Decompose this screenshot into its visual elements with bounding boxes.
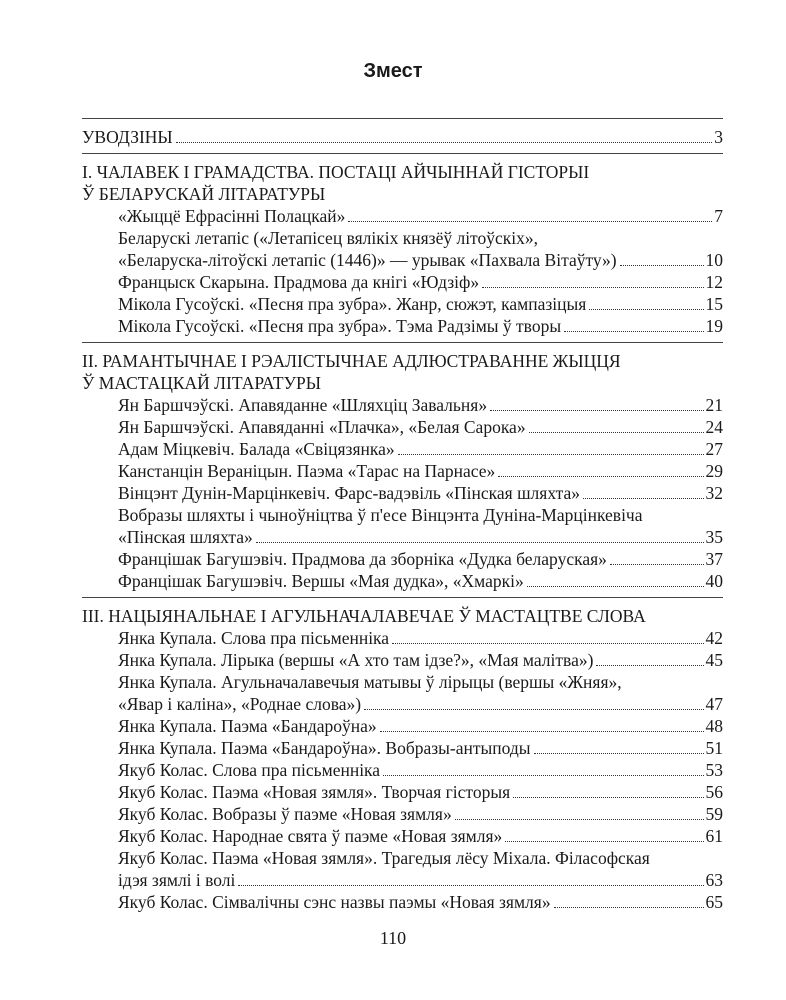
dot-leader <box>256 542 704 543</box>
toc-entry-title: Мікола Гусоўскі. «Песня пра зубра». Жанр, сюжэт, кампазіцыя <box>118 294 587 314</box>
toc-entry-page: 56 <box>705 782 723 802</box>
page-number: 110 <box>379 928 407 948</box>
toc-entry-page: 32 <box>705 483 723 503</box>
toc-entry-page: 51 <box>705 738 723 758</box>
toc-entry-page: 29 <box>705 461 723 481</box>
toc-entry-line <box>118 293 723 315</box>
toc-entry-line <box>118 271 723 293</box>
toc-entry-title: «Беларуска-літоўскі летапіс (1446)» — урывак «Пахвала Вітаўту») <box>118 250 617 270</box>
dot-leader <box>554 907 704 908</box>
dot-leader <box>564 331 703 332</box>
dot-leader <box>364 709 703 710</box>
dot-leader <box>505 841 703 842</box>
toc-entry-title: «Явар і каліна», «Роднае слова») <box>118 694 362 714</box>
toc-entry-line <box>118 671 723 693</box>
toc-entry-title: Янка Купала. Агульначалавечыя матывы ў лірыцы (вершы «Жняя», <box>118 672 622 692</box>
toc-entry-page: 10 <box>705 250 723 270</box>
toc-entry-title: Янка Купала. Лірыка (вершы «А хто там ідзе?», «Мая малітва») <box>118 650 594 670</box>
toc-entry[interactable] <box>82 570 723 592</box>
toc-entry-title: Мікола Гусоўскі. «Песня пра зубра». Тэма Радзімы ў творы <box>118 316 562 336</box>
toc-entry-line <box>118 649 723 671</box>
toc-entry[interactable] <box>82 460 723 482</box>
toc-entry-page: 42 <box>705 628 723 648</box>
toc-entry-line <box>118 482 723 504</box>
toc-entry[interactable] <box>82 504 723 548</box>
toc-entry-line <box>118 570 723 592</box>
toc-entry[interactable] <box>82 205 723 227</box>
toc-entry-page: 63 <box>705 870 723 890</box>
toc-entry-page: 3 <box>714 127 723 147</box>
toc-entry[interactable] <box>82 315 723 337</box>
dot-leader <box>176 142 713 143</box>
toc-entry-line <box>118 205 723 227</box>
toc-entry-page: 37 <box>705 549 723 569</box>
toc-entry-title: Янка Купала. Паэма «Бандароўна» <box>118 716 377 736</box>
table-of-contents <box>82 113 723 913</box>
toc-entry-title: Якуб Колас. Слова пра пісьменніка <box>118 760 381 780</box>
toc-entry-title: Ян Баршчэўскі. Апавяданні «Плачка», «Белая Сарока» <box>118 417 526 437</box>
section-heading-line: Ў МАСТАЦКАЙ ЛІТАРАТУРЫ <box>82 373 322 393</box>
toc-entry-line <box>118 693 723 715</box>
toc-entry-line <box>118 526 723 548</box>
dot-leader <box>610 564 704 565</box>
section-heading-line: II. РАМАНТЫЧНАЕ І РЭАЛІСТЫЧНАЕ АДЛЮСТРАВАННЕ ЖЫЦЦЯ <box>82 351 621 371</box>
toc-entry-title: Вобразы шляхты і чыноўніцтва ў п'есе Вінцэнта Дуніна-Марцінкевіча <box>118 505 643 525</box>
toc-entry-title: Якуб Колас. Народнае свята ў паэме «Новая зямля» <box>118 826 503 846</box>
toc-entry-page: 21 <box>705 395 723 415</box>
toc-entry-page: 19 <box>705 316 723 336</box>
toc-entry[interactable] <box>82 759 723 781</box>
divider <box>82 118 723 119</box>
toc-entry-title: Якуб Колас. Паэма «Новая зямля». Творчая гісторыя <box>118 782 511 802</box>
toc-entry[interactable] <box>82 438 723 460</box>
dot-leader <box>589 309 703 310</box>
toc-entry-title: Якуб Колас. Сімвалічны сэнс назвы паэмы «Новая зямля» <box>118 892 551 912</box>
toc-entry[interactable] <box>82 293 723 315</box>
toc-entry-page: 59 <box>705 804 723 824</box>
toc-entry-line <box>118 891 723 913</box>
toc-entry[interactable] <box>82 891 723 913</box>
toc-entry-title: Беларускі летапіс («Летапісец вялікіх князёў літоўскіх», <box>118 228 538 248</box>
toc-entry-page: 15 <box>705 294 723 314</box>
section-heading-line: III. НАЦЫЯНАЛЬНАЕ І АГУЛЬНАЧАЛАВЕЧАЕ Ў МАСТАЦТВЕ СЛОВА <box>82 606 646 626</box>
toc-entry-line <box>118 416 723 438</box>
toc-entry-page: 27 <box>705 439 723 459</box>
toc-entry[interactable] <box>82 803 723 825</box>
section-heading-line: I. ЧАЛАВЕК І ГРАМАДСТВА. ПОСТАЦІ АЙЧЫННАЙ ГІСТОРЫІ <box>82 162 590 182</box>
toc-entry-page: 48 <box>705 716 723 736</box>
toc-entry-line <box>118 715 723 737</box>
toc-entry-line <box>118 803 723 825</box>
toc-entry[interactable] <box>82 825 723 847</box>
toc-entry[interactable] <box>82 649 723 671</box>
toc-entry-title: «Жыццё Ефрасінні Полацкай» <box>118 206 346 226</box>
toc-entry-page: 45 <box>705 650 723 670</box>
toc-entry-page: 53 <box>705 760 723 780</box>
toc-entry-title: УВОДЗІНЫ <box>82 127 173 147</box>
toc-entry-line <box>118 394 723 416</box>
toc-entry-page: 47 <box>705 694 723 714</box>
dot-leader <box>596 665 703 666</box>
dot-leader <box>534 753 704 754</box>
toc-entry-line <box>118 504 723 526</box>
toc-entry-title: «Пінская шляхта» <box>118 527 253 547</box>
toc-entry-line <box>118 460 723 482</box>
toc-entry-title: Адам Міцкевіч. Балада «Свіцязянка» <box>118 439 395 459</box>
dot-leader <box>529 432 704 433</box>
dot-leader <box>490 410 703 411</box>
divider <box>82 342 723 343</box>
toc-entry-line <box>118 737 723 759</box>
dot-leader <box>513 797 703 798</box>
dot-leader <box>380 731 704 732</box>
dot-leader <box>348 221 712 222</box>
toc-entry-title: Янка Купала. Слова пра пісьменніка <box>118 628 390 648</box>
divider <box>82 597 723 598</box>
page-title: Змест <box>363 60 423 82</box>
toc-entry-line <box>118 847 723 869</box>
toc-entry-title: Францыск Скарына. Прадмова да кнігі «Юдзіф» <box>118 272 480 292</box>
toc-entry-line <box>118 227 723 249</box>
toc-entry-line <box>118 627 723 649</box>
toc-entry[interactable] <box>82 271 723 293</box>
toc-entry[interactable] <box>82 715 723 737</box>
dot-leader <box>620 265 704 266</box>
toc-entry-title: Вінцэнт Дунін-Марцінкевіч. Фарс-вадэвіль «Пінская шляхта» <box>118 483 581 503</box>
toc-entry[interactable] <box>82 416 723 438</box>
toc-entry[interactable] <box>82 847 723 891</box>
toc-entry-title: Францішак Багушэвіч. Вершы «Мая дудка», «Хмаркі» <box>118 571 524 591</box>
dot-leader <box>498 476 703 477</box>
toc-entry-line <box>118 548 723 570</box>
dot-leader <box>455 819 704 820</box>
toc-entry[interactable] <box>82 737 723 759</box>
toc-entry[interactable] <box>82 627 723 649</box>
section-heading <box>82 350 723 394</box>
toc-entry-page: 40 <box>705 571 723 591</box>
toc-entry-title: Якуб Колас. Вобразы ў паэме «Новая зямля» <box>118 804 452 824</box>
toc-entry-line <box>118 869 723 891</box>
dot-leader <box>482 287 703 288</box>
dot-leader <box>583 498 703 499</box>
toc-entry[interactable] <box>82 781 723 803</box>
toc-entry-page: 24 <box>705 417 723 437</box>
toc-entry-line <box>118 315 723 337</box>
dot-leader <box>238 885 703 886</box>
toc-entry-line <box>118 825 723 847</box>
toc-entry[interactable] <box>82 394 723 416</box>
toc-entry-line <box>118 781 723 803</box>
toc-entry-page: 7 <box>714 206 723 226</box>
dot-leader <box>398 454 704 455</box>
toc-entry-title: Ян Баршчэўскі. Апавяданне «Шляхціц Завальня» <box>118 395 488 415</box>
toc-entry-title: ідэя зямлі і волі <box>118 870 236 890</box>
toc-entry-line <box>118 249 723 271</box>
dot-leader <box>527 586 704 587</box>
section-heading <box>82 161 723 205</box>
toc-entry-title: Францішак Багушэвіч. Прадмова да зборніка «Дудка беларуская» <box>118 549 607 569</box>
toc-entry-title: Канстанцін Вераніцын. Паэма «Тарас на Парнасе» <box>118 461 496 481</box>
toc-entry[interactable] <box>82 671 723 715</box>
section-heading <box>82 605 723 627</box>
dot-leader <box>383 775 703 776</box>
dot-leader <box>392 643 703 644</box>
toc-entry-page: 61 <box>705 826 723 846</box>
toc-entry-title: Янка Купала. Паэма «Бандароўна». Вобразы-антыподы <box>118 738 531 758</box>
toc-entry-page: 12 <box>705 272 723 292</box>
toc-entry-line <box>118 759 723 781</box>
toc-entry-intro[interactable] <box>82 126 723 148</box>
toc-entry-page: 65 <box>705 892 723 912</box>
toc-entry[interactable] <box>82 548 723 570</box>
toc-entry-page: 35 <box>705 527 723 547</box>
toc-entry[interactable] <box>82 482 723 504</box>
toc-entry-title: Якуб Колас. Паэма «Новая зямля». Трагедыя лёсу Міхала. Філасофская <box>118 848 650 868</box>
divider <box>82 153 723 154</box>
toc-entry-line <box>118 438 723 460</box>
section-heading-line: Ў БЕЛАРУСКАЙ ЛІТАРАТУРЫ <box>82 184 326 204</box>
toc-entry[interactable] <box>82 227 723 271</box>
